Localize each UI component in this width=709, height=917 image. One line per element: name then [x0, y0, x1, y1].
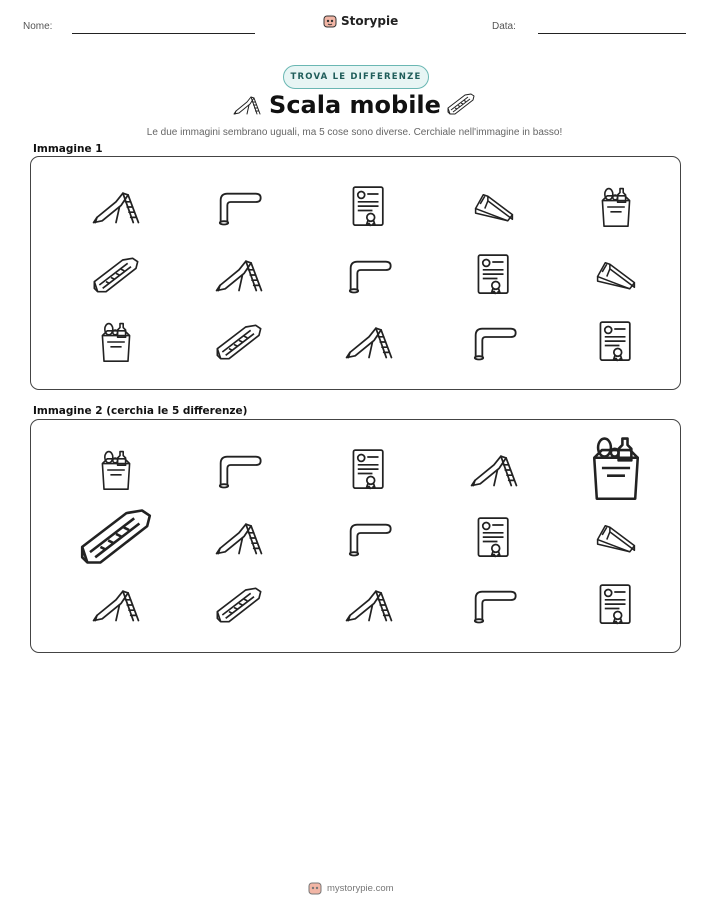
- picture-cell[interactable]: [449, 440, 539, 500]
- page-title: Scala mobile: [269, 91, 441, 119]
- picture-cell[interactable]: [194, 440, 284, 500]
- date-line[interactable]: [538, 33, 686, 34]
- picture-cell: [194, 177, 284, 237]
- picture-cell[interactable]: [324, 440, 414, 500]
- image1-panel: [30, 156, 681, 390]
- storypie-mascot-icon: [308, 881, 322, 895]
- picture-cell[interactable]: [324, 508, 414, 568]
- bike-rack-icon: [469, 323, 519, 361]
- certificate-icon: [597, 319, 635, 365]
- bike-rack-icon: [214, 188, 264, 226]
- picture-cell: [324, 177, 414, 237]
- storypie-mascot-icon: [323, 14, 337, 28]
- footer: [308, 881, 394, 895]
- certificate-icon: [350, 184, 388, 230]
- picture-cell[interactable]: [71, 440, 161, 500]
- picture-cell: [324, 245, 414, 305]
- certificate-icon: [350, 447, 388, 493]
- bike-rack-icon: [344, 256, 394, 294]
- slide-icon: [90, 188, 142, 226]
- escalator-icon: [214, 321, 264, 363]
- picture-cell[interactable]: [571, 575, 661, 635]
- picture-cell[interactable]: [449, 575, 539, 635]
- picture-cell: [71, 245, 161, 305]
- image2-panel[interactable]: [30, 419, 681, 653]
- picture-cell[interactable]: [194, 575, 284, 635]
- ramp-icon: [471, 190, 517, 224]
- certificate-icon: [597, 582, 635, 628]
- ramp-icon: [593, 258, 639, 292]
- picture-cell[interactable]: [571, 428, 661, 508]
- grocery-bag-icon: [596, 185, 636, 229]
- escalator-icon: [446, 92, 476, 116]
- slide-icon: [468, 451, 520, 489]
- certificate-icon: [475, 515, 513, 561]
- slide-icon: [343, 323, 395, 361]
- slide-icon: [343, 586, 395, 624]
- picture-cell: [571, 177, 661, 237]
- picture-cell: [194, 312, 284, 372]
- picture-cell: [71, 312, 161, 372]
- activity-pill: TROVA LE DIFFERENZE: [283, 65, 429, 89]
- escalator-icon: [77, 504, 155, 569]
- bike-rack-icon: [344, 519, 394, 557]
- picture-cell[interactable]: [324, 575, 414, 635]
- bike-rack-icon: [469, 586, 519, 624]
- escalator-icon: [214, 584, 264, 626]
- grocery-bag-icon: [96, 448, 136, 492]
- name-label: Nome:: [23, 21, 53, 32]
- picture-cell[interactable]: [194, 508, 284, 568]
- picture-cell[interactable]: [71, 575, 161, 635]
- picture-cell: [571, 312, 661, 372]
- picture-cell: [449, 312, 539, 372]
- picture-cell[interactable]: [71, 496, 161, 576]
- image1-label: Immagine 1: [33, 143, 103, 155]
- slide-icon: [213, 519, 265, 557]
- bike-rack-icon: [214, 451, 264, 489]
- grocery-bag-icon: [96, 320, 136, 364]
- picture-cell: [324, 312, 414, 372]
- brand-logo: [323, 14, 398, 28]
- picture-cell: [71, 177, 161, 237]
- picture-cell: [194, 245, 284, 305]
- picture-cell[interactable]: [449, 508, 539, 568]
- instructions: Le due immagini sembrano uguali, ma 5 cose sono diverse. Cerchiale nell'immagine in basso!: [146, 127, 563, 138]
- grocery-bag-icon: [584, 433, 648, 503]
- footer-url: mystorypie.com: [327, 882, 394, 894]
- name-line[interactable]: [72, 33, 255, 34]
- brand-name: Storypie: [341, 14, 399, 28]
- image2-label: Immagine 2 (cerchia le 5 differenze): [33, 405, 248, 417]
- slide-icon: [90, 586, 142, 624]
- picture-cell: [571, 245, 661, 305]
- ramp-icon: [593, 521, 639, 555]
- escalator-icon: [91, 254, 141, 296]
- picture-cell: [449, 177, 539, 237]
- date-label: Data:: [492, 21, 516, 32]
- picture-cell[interactable]: [571, 508, 661, 568]
- slide-icon: [213, 256, 265, 294]
- certificate-icon: [475, 252, 513, 298]
- picture-cell: [449, 245, 539, 305]
